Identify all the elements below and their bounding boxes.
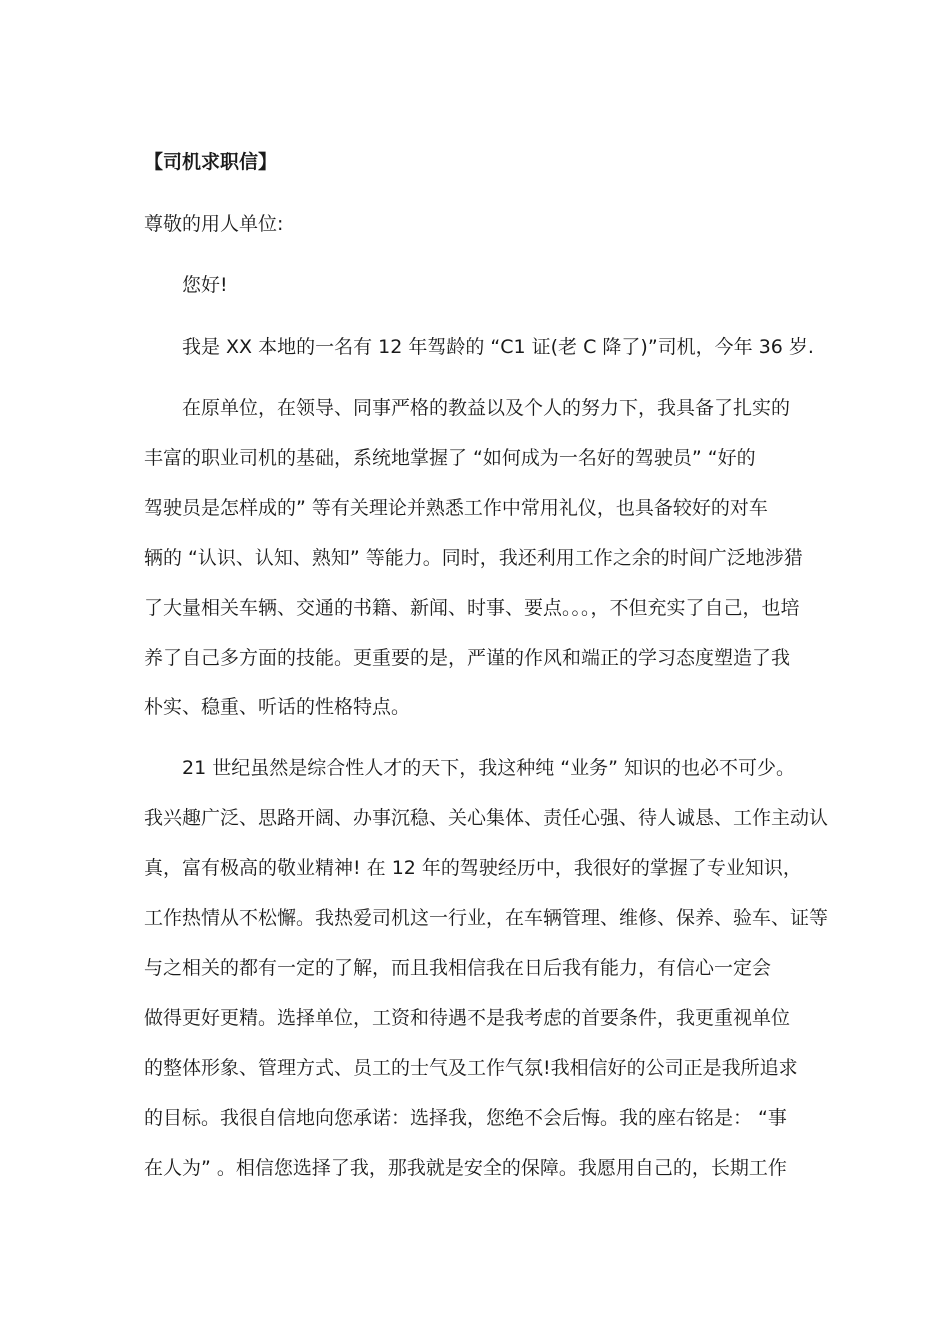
paragraph2-line: 驾驶员是怎样成的” 等有关理论并熟悉工作中常用礼仪，也具备较好的对车 xyxy=(144,497,768,519)
paragraph2-line: 朴实、稳重、听话的性格特点。 xyxy=(144,696,411,718)
paragraph3-line: 21 世纪虽然是综合性人才的天下，我这种纯 “业务” 知识的也必不可少。 xyxy=(182,757,795,779)
paragraph3-line: 我兴趣广泛、思路开阔、办事沉稳、关心集体、责任心强、待人诚恳、工作主动认 xyxy=(144,807,829,829)
paragraph2-line: 了大量相关车辆、交通的书籍、新闻、时事、要点。。。，不但充实了自己，也培 xyxy=(144,597,800,619)
salutation: 尊敬的用人单位: xyxy=(144,213,284,235)
paragraph2-line: 在原单位，在领导、同事严格的教益以及个人的努力下，我具备了扎实的 xyxy=(182,397,791,419)
paragraph3-line: 在人为” 。相信您选择了我，那我就是安全的保障。我愿用自己的，长期工作 xyxy=(144,1157,787,1179)
paragraph3-line: 真，富有极高的敬业精神! 在 12 年的驾驶经历中，我很好的掌握了专业知识， xyxy=(144,857,802,879)
paragraph3-line: 与之相关的都有一定的了解，而且我相信我在日后我有能力，有信心一定会 xyxy=(144,957,772,979)
paragraph3-line: 的目标。我很自信地向您承诺：选择我，您绝不会后悔。我的座右铭是： “事 xyxy=(144,1107,787,1129)
paragraph2-line: 丰富的职业司机的基础，系统地掌握了 “如何成为一名好的驾驶员” “好的 xyxy=(144,447,756,469)
greeting: 您好! xyxy=(182,274,228,296)
document-title: 【司机求职信】 xyxy=(144,151,278,173)
paragraph3-line: 做得更好更精。选择单位，工资和待遇不是我考虑的首要条件，我更重视单位 xyxy=(144,1007,791,1029)
paragraph3-line: 的整体形象、管理方式、员工的士气及工作气氛!我相信好的公司正是我所追求 xyxy=(144,1057,798,1079)
paragraph3-line: 工作热情从不松懈。我热爱司机这一行业，在车辆管理、维修、保养、验车、证等 xyxy=(144,907,829,929)
intro-line: 我是 XX 本地的一名有 12 年驾龄的 “C1 证(老 C 降了)”司机，今年 36 岁. xyxy=(182,336,814,358)
paragraph2-line: 养了自己多方面的技能。更重要的是，严谨的作风和端正的学习态度塑造了我 xyxy=(144,647,791,669)
paragraph2-line: 辆的 “认识、认知、熟知” 等能力。同时，我还利用工作之余的时间广泛地涉猎 xyxy=(144,547,803,569)
